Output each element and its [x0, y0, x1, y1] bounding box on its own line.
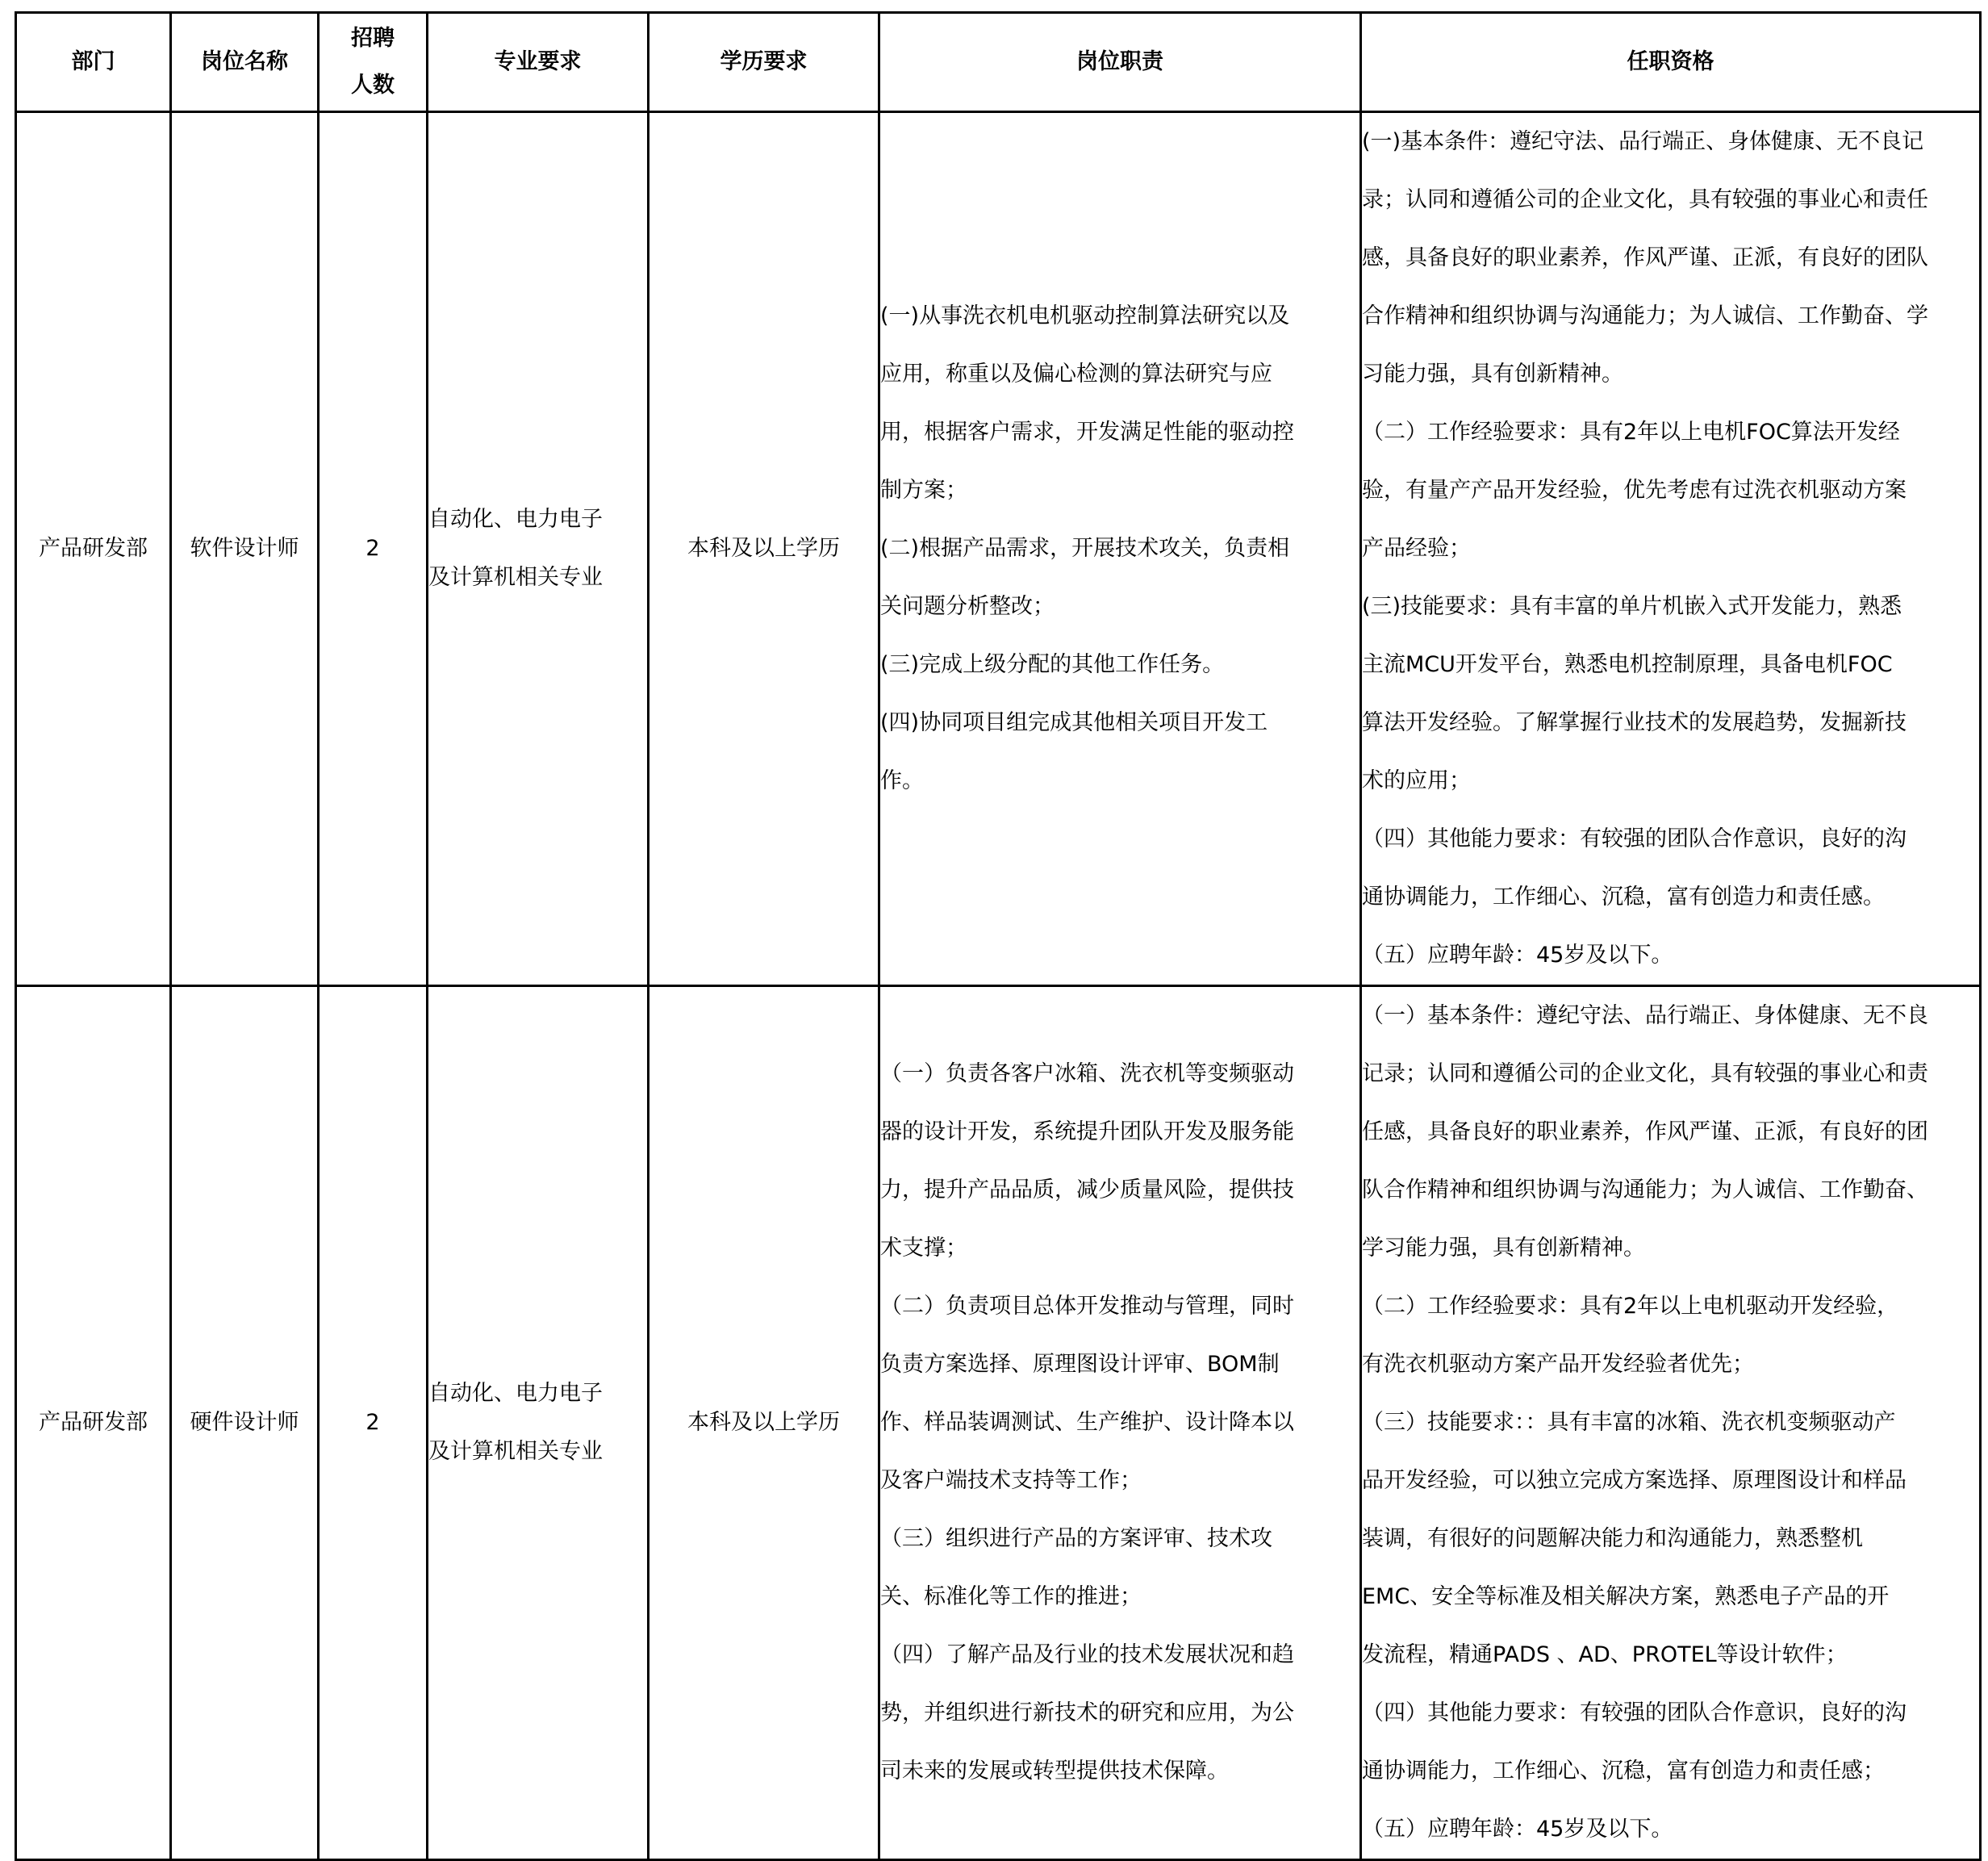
- header-headcount: 招聘 人数: [319, 13, 428, 112]
- cell-education: 本科及以上学历: [649, 986, 879, 1860]
- cell-duties: （一）负责各客户冰箱、洗衣机等变频驱动 器的设计开发，系统提升团队开发及服务能 力，提升产品品质，减少质量风险，提供技 术支撑； （二）负责项目总体开发推动与管理，同时 负责方案选择、原理图设计评审、BOM制 作、样品装调测试、生产维护、设计降本以 及客户端技术支持等工作； （三）组织进行产品的方案评审、技术攻 关、标准化等工作的推进； （四）了解产品及行业的技术发展状况和趋 势，并组织进行新技术的研究和应用，为公 司未来的发展或转型提供技术保障。: [879, 986, 1361, 1860]
- header-qualifications: 任职资格: [1361, 13, 1981, 112]
- header-dept: 部门: [16, 13, 171, 112]
- cell-dept: 产品研发部: [16, 986, 171, 1860]
- recruitment-table: [15, 11, 1982, 1861]
- cell-education: 本科及以上学历: [649, 112, 879, 986]
- header-duties: 岗位职责: [879, 13, 1361, 112]
- header-major: 专业要求: [428, 13, 649, 112]
- cell-major: 自动化、电力电子 及计算机相关专业: [428, 986, 649, 1860]
- cell-headcount: 2: [319, 112, 428, 986]
- cell-headcount: 2: [319, 986, 428, 1860]
- cell-dept: 产品研发部: [16, 112, 171, 986]
- header-row: [16, 13, 1981, 112]
- cell-qualifications: （一）基本条件：遵纪守法、品行端正、身体健康、无不良 记录；认同和遵循公司的企业文化，具有较强的事业心和责 任感，具备良好的职业素养，作风严谨、正派，有良好的团 队合作精神和组织协调与沟通能力；为人诚信、工作勤奋、 学习能力强，具有创新精神。 （二）工作经验要求：具有2年以上电机驱动开发经验， 有洗衣机驱动方案产品开发经验者优先； （三）技能要求：：具有丰富的冰箱、洗衣机变频驱动产 品开发经验，可以独立完成方案选择、原理图设计和样品 装调，有很好的问题解决能力和沟通能力，熟悉整机 EMC、安全等标准及相关解决方案，熟悉电子产品的开 发流程，精通PADS 、AD、PROTEL等设计软件； （四）其他能力要求：有较强的团队合作意识，良好的沟 通协调能力，工作细心、沉稳，富有创造力和责任感； （五）应聘年龄：45岁及以下。: [1361, 986, 1981, 1860]
- cell-duties: (一)从事洗衣机电机驱动控制算法研究以及 应用，称重以及偏心检测的算法研究与应 用，根据客户需求，开发满足性能的驱动控 制方案； (二)根据产品需求，开展技术攻关，负责相 关问题分析整改； (三)完成上级分配的其他工作任务。 (四)协同项目组完成其他相关项目开发工 作。: [879, 112, 1361, 986]
- table-row: [16, 986, 1981, 1860]
- cell-position: 硬件设计师: [171, 986, 319, 1860]
- cell-position: 软件设计师: [171, 112, 319, 986]
- table-row: [16, 112, 1981, 986]
- header-position: 岗位名称: [171, 13, 319, 112]
- cell-major: 自动化、电力电子 及计算机相关专业: [428, 112, 649, 986]
- header-education: 学历要求: [649, 13, 879, 112]
- cell-qualifications: (一)基本条件：遵纪守法、品行端正、身体健康、无不良记 录；认同和遵循公司的企业文化，具有较强的事业心和责任 感，具备良好的职业素养，作风严谨、正派，有良好的团队 合作精神和组织协调与沟通能力；为人诚信、工作勤奋、学 习能力强，具有创新精神。 （二）工作经验要求：具有2年以上电机FOC算法开发经 验，有量产产品开发经验，优先考虑有过洗衣机驱动方案 产品经验； (三)技能要求：具有丰富的单片机嵌入式开发能力，熟悉 主流MCU开发平台，熟悉电机控制原理，具备电机FOC 算法开发经验。了解掌握行业技术的发展趋势，发掘新技 术的应用； （四）其他能力要求：有较强的团队合作意识，良好的沟 通协调能力，工作细心、沉稳，富有创造力和责任感。 （五）应聘年龄：45岁及以下。: [1361, 112, 1981, 986]
